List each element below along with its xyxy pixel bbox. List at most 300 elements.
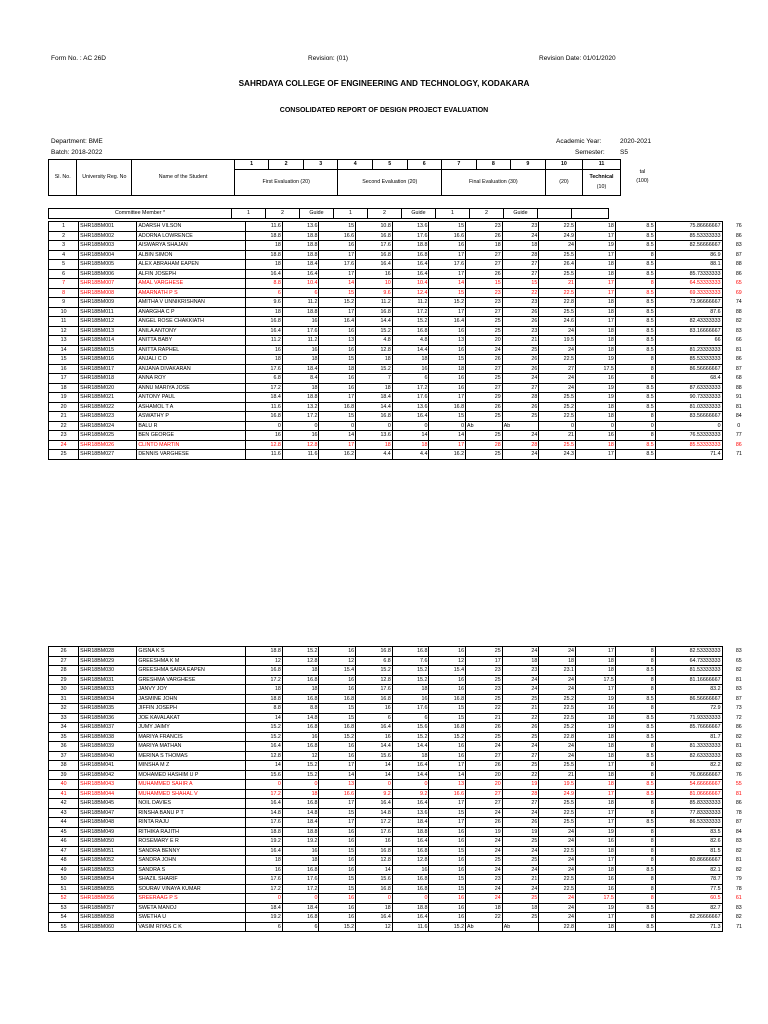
table-cell: NOIL DAVIES xyxy=(137,799,246,809)
table-cell: 22.5 xyxy=(539,808,576,818)
table-cell: 25 xyxy=(466,450,503,460)
table-cell: 12.8 xyxy=(246,751,283,761)
table-cell: 15.2 xyxy=(356,364,393,374)
table-cell: 8 xyxy=(615,355,655,365)
table-cell: 16.8 xyxy=(282,865,319,875)
table-cell: 24 xyxy=(539,345,576,355)
table-cell: 15 xyxy=(319,288,356,298)
table-cell: 15.2 xyxy=(282,770,319,780)
table-cell: 17 xyxy=(319,307,356,317)
table-cell: 25 xyxy=(466,412,503,422)
table-cell: 71.93333333 xyxy=(655,713,722,723)
table-cell: 0 xyxy=(282,421,319,431)
table-cell: 24 xyxy=(502,808,539,818)
table-row xyxy=(49,780,756,790)
rounded-total: 71 xyxy=(736,923,742,930)
table-cell: 16 xyxy=(429,241,466,251)
rounded-total: 0 xyxy=(737,422,741,429)
table-cell: SHR18BM022 xyxy=(79,402,137,412)
table-cell: 8.5 xyxy=(615,723,655,733)
rounded-total: 74 xyxy=(735,299,742,305)
table-cell: 18 xyxy=(575,345,615,355)
table-cell: SHR18BM015 xyxy=(79,345,137,355)
table-cell: 8.5 xyxy=(615,751,655,761)
table-cell: 16.4 xyxy=(356,723,393,733)
rounded-total: 84 xyxy=(735,413,742,419)
table-cell: 8 xyxy=(615,704,655,714)
table-cell: SHR18BM045 xyxy=(79,799,137,809)
table-cell: 16.8 xyxy=(282,675,319,685)
committee-sub-7: 1 xyxy=(436,209,470,219)
table-cell: SHR18BM048 xyxy=(79,818,137,828)
committee-empty-total xyxy=(609,209,646,219)
table-cell: 26 xyxy=(466,355,503,365)
table-row xyxy=(49,675,756,685)
table-cell: 22 xyxy=(502,288,539,298)
committee-sub-8: 2 xyxy=(470,209,504,219)
rounded-total: 81 xyxy=(735,790,742,797)
table-cell: 16.8 xyxy=(392,647,429,657)
table-cell: 24 xyxy=(466,837,503,847)
table-cell: 27 xyxy=(466,799,503,809)
table-row xyxy=(49,875,756,885)
table-cell: 18 xyxy=(356,383,393,393)
table-cell: 0 xyxy=(392,780,429,790)
table-cell: 14.4 xyxy=(392,742,429,752)
table-cell: 13.6 xyxy=(392,402,429,412)
committee-member-label: Committee Member * xyxy=(49,209,232,219)
table-cell: 24 xyxy=(502,374,539,384)
table-cell: 69.33333333 xyxy=(655,288,722,298)
table-cell: 18 xyxy=(575,260,615,270)
table-cell: 15 xyxy=(429,355,466,365)
table-cell: 17 xyxy=(575,279,615,289)
table-cell: 17 xyxy=(319,799,356,809)
table-cell: 14.8 xyxy=(356,808,393,818)
table-cell: 26 xyxy=(502,307,539,317)
table-cell: 25.5 xyxy=(539,393,576,403)
table-cell: 16 xyxy=(356,704,393,714)
table-cell: 18 xyxy=(575,222,615,232)
academic-year-label: Academic Year: xyxy=(556,138,602,145)
table-cell: 8.5 xyxy=(615,780,655,790)
table-cell: 24 xyxy=(466,884,503,894)
table-cell: 9.6 xyxy=(246,298,283,308)
table-cell: 15.6 xyxy=(356,875,393,885)
table-cell: 24 xyxy=(466,865,503,875)
table-row xyxy=(49,298,756,308)
table-cell: 17.6 xyxy=(356,827,393,837)
table-cell: 19.5 xyxy=(539,336,576,346)
table-cell: 8 xyxy=(615,374,655,384)
table-cell: 24 xyxy=(539,913,576,923)
table-cell: 16 xyxy=(246,865,283,875)
table-row xyxy=(49,894,756,904)
table-cell: 25 xyxy=(502,694,539,704)
table-cell: 23 xyxy=(49,431,79,441)
table-cell: JIFFIN JOSEPH xyxy=(137,704,246,714)
table-cell: 24 xyxy=(539,374,576,384)
table-cell: 16.8 xyxy=(429,402,466,412)
rounded-total: 78 xyxy=(735,809,742,816)
table-cell: SHR18BM027 xyxy=(79,450,137,460)
table-cell: 17 xyxy=(575,818,615,828)
table-cell: 18 xyxy=(502,903,539,913)
table-cell: 24 xyxy=(539,837,576,847)
table-cell: 17 xyxy=(319,393,356,403)
table-cell: 15 xyxy=(319,846,356,856)
table-cell: 22.5 xyxy=(539,222,576,232)
rounded-total: 81 xyxy=(735,857,742,863)
table-cell: 11.6 xyxy=(246,222,283,232)
revision: Revision: (01) xyxy=(308,55,349,62)
table-cell: 66 xyxy=(655,336,722,346)
table-row xyxy=(49,383,756,393)
table-cell: 82.43333333 xyxy=(655,317,722,327)
header-num-1: 1 xyxy=(234,160,269,170)
table-cell: 9.2 xyxy=(356,789,393,799)
table-cell: 16.8 xyxy=(356,250,393,260)
table-cell: 15.2 xyxy=(319,922,356,932)
table-cell: 4 xyxy=(49,250,79,260)
rounded-total: 86 xyxy=(735,270,742,277)
table-cell: 12 xyxy=(246,656,283,666)
rounded-total: 82 xyxy=(735,866,742,873)
table-cell: 28 xyxy=(502,250,539,260)
batch: Batch: 2018-2022 xyxy=(51,149,103,156)
table-cell: 8.5 xyxy=(615,298,655,308)
table-cell: SHR18BM007 xyxy=(79,279,137,289)
table-cell: 16.4 xyxy=(392,761,429,771)
table-cell: 8.5 xyxy=(615,732,655,742)
table-cell: 8.8 xyxy=(246,704,283,714)
table-cell: 87.6 xyxy=(655,307,722,317)
table-cell: 31 xyxy=(49,694,79,704)
table-cell: 64.53333333 xyxy=(655,279,722,289)
table-cell: 16.4 xyxy=(246,799,283,809)
table-cell: 16 xyxy=(319,685,356,695)
table-cell: 22 xyxy=(49,421,79,431)
rounded-total: 82 xyxy=(735,667,742,673)
header-num-6: 6 xyxy=(407,160,442,170)
table-cell: 15 xyxy=(319,704,356,714)
table-cell: 26 xyxy=(466,231,503,241)
table-cell: 14 xyxy=(429,770,466,780)
table-cell: 8.4 xyxy=(282,374,319,384)
table-cell: 7.6 xyxy=(392,656,429,666)
table-cell: 0 xyxy=(246,894,283,904)
table-cell: 8.5 xyxy=(615,336,655,346)
table-cell: Ab xyxy=(466,922,503,932)
table-cell: JANVY JOY xyxy=(137,685,246,695)
committee-sub-3: Guide xyxy=(300,209,334,219)
table-cell: 82.2 xyxy=(655,761,722,771)
table-cell: 12.8 xyxy=(356,856,393,866)
table-cell: 16 xyxy=(246,345,283,355)
table-cell: 15 xyxy=(502,279,539,289)
table-cell: 86.53333333 xyxy=(655,818,722,828)
table-cell: 14.4 xyxy=(356,742,393,752)
table-cell: 14 xyxy=(392,431,429,441)
table-cell: 11.2 xyxy=(356,298,393,308)
table-cell: 16 xyxy=(429,913,466,923)
table-cell: 17.2 xyxy=(246,789,283,799)
table-row xyxy=(49,326,756,336)
table-cell: 17.2 xyxy=(356,818,393,828)
table-cell: 1 xyxy=(49,222,79,232)
table-cell: DENNIS VARGHESE xyxy=(137,450,246,460)
table-cell: 71.4 xyxy=(655,450,722,460)
table-cell: ANJANA DIVAKARAN xyxy=(137,364,246,374)
table-cell: 18 xyxy=(246,241,283,251)
table-cell: 18.8 xyxy=(282,827,319,837)
table-cell: 18 xyxy=(575,799,615,809)
table-cell: 29 xyxy=(466,393,503,403)
table-cell: BEN GEORGE xyxy=(137,431,246,441)
table-row xyxy=(49,808,756,818)
table-cell: 16 xyxy=(429,903,466,913)
table-cell: 36 xyxy=(49,742,79,752)
table-cell: 16.6 xyxy=(319,789,356,799)
table-cell: 18 xyxy=(575,412,615,422)
table-cell: 82.1 xyxy=(655,865,722,875)
table-cell: 8 xyxy=(615,846,655,856)
table-cell: 0 xyxy=(282,780,319,790)
table-cell: SHR18BM038 xyxy=(79,732,137,742)
table-cell: 11.2 xyxy=(392,298,429,308)
table-cell: 14 xyxy=(429,431,466,441)
table-cell: 8.5 xyxy=(615,694,655,704)
rounded-total: 86 xyxy=(735,356,742,362)
table-cell: 54.66666667 xyxy=(655,780,722,790)
table-cell: 18.8 xyxy=(246,647,283,657)
table-cell: MERINA S THOMAS xyxy=(137,751,246,761)
table-cell: 25 xyxy=(502,761,539,771)
rounded-total: 81 xyxy=(735,403,742,410)
table-cell: 8 xyxy=(615,799,655,809)
table-cell: 25 xyxy=(466,374,503,384)
table-cell: 38 xyxy=(49,761,79,771)
table-cell: 15 xyxy=(429,713,466,723)
table-cell: 16.8 xyxy=(392,326,429,336)
table-cell: 26.4 xyxy=(539,260,576,270)
header-num-2: 2 xyxy=(269,160,304,170)
table-cell: 19 xyxy=(575,355,615,365)
table-cell: 25.2 xyxy=(539,402,576,412)
table-cell: 16 xyxy=(429,742,466,752)
table-cell: 24 xyxy=(539,827,576,837)
table-cell: 16.4 xyxy=(282,269,319,279)
table-cell: 27 xyxy=(466,751,503,761)
table-cell: 28 xyxy=(466,440,503,450)
table-cell: SHR18BM024 xyxy=(79,421,137,431)
header-student-name: Name of the Student xyxy=(132,160,235,196)
table-cell: 13.6 xyxy=(392,222,429,232)
table-cell: GRESHMA VARGHESE xyxy=(137,675,246,685)
header-technical xyxy=(583,169,621,195)
table-cell: SHR18BM055 xyxy=(79,884,137,894)
table-cell: 13 xyxy=(49,336,79,346)
table-cell: 27 xyxy=(466,383,503,393)
table-cell: 24.6 xyxy=(539,317,576,327)
table-cell: 26 xyxy=(502,364,539,374)
table-cell: 8 xyxy=(615,742,655,752)
table-cell: 8.5 xyxy=(615,345,655,355)
table-cell: ADORNA LOWRENCE xyxy=(137,231,246,241)
table-cell: ANARGHA C P xyxy=(137,307,246,317)
table-cell: 19 xyxy=(502,827,539,837)
table-cell: 16 xyxy=(319,345,356,355)
table-row xyxy=(49,799,756,809)
table-cell: SWETA MANOJ xyxy=(137,903,246,913)
table-cell: 8.5 xyxy=(615,450,655,460)
table-cell: 24 xyxy=(539,894,576,904)
table-cell: 27 xyxy=(502,383,539,393)
rounded-total: 55 xyxy=(735,781,742,787)
table-cell: GREESHMA K M xyxy=(137,656,246,666)
table-cell: 15 xyxy=(429,222,466,232)
table-cell: 18 xyxy=(575,846,615,856)
table-row xyxy=(49,269,756,279)
table-cell: 18.8 xyxy=(246,250,283,260)
table-cell: 48 xyxy=(49,856,79,866)
table-cell: 20 xyxy=(49,402,79,412)
table-cell: 27 xyxy=(466,789,503,799)
table-cell: 15.2 xyxy=(246,732,283,742)
table-row xyxy=(49,440,756,450)
table-cell: 8.5 xyxy=(615,440,655,450)
header-total xyxy=(620,160,664,196)
table-cell: 90.73333333 xyxy=(655,393,722,403)
table-cell: Ab xyxy=(466,421,503,431)
table-cell: 15.6 xyxy=(356,751,393,761)
table-cell: 8 xyxy=(615,875,655,885)
table-cell: 15.2 xyxy=(392,317,429,327)
rounded-total: 82 xyxy=(735,318,742,324)
table-row xyxy=(49,694,756,704)
table-cell: 18 xyxy=(282,383,319,393)
table-cell: 24 xyxy=(539,865,576,875)
rounded-total: 76 xyxy=(735,223,742,229)
rounded-total: 76 xyxy=(735,771,742,778)
table-cell: ANTONY PAUL xyxy=(137,393,246,403)
table-cell: 24 xyxy=(502,450,539,460)
table-cell: 18.8 xyxy=(392,241,429,251)
rounded-total: 86 xyxy=(735,441,742,448)
table-cell: SHR18BM005 xyxy=(79,260,137,270)
table-cell: 21 xyxy=(502,875,539,885)
table-cell: 12.8 xyxy=(282,440,319,450)
table-cell: 24 xyxy=(502,685,539,695)
header-num-9: 9 xyxy=(511,160,546,170)
table-cell: 23 xyxy=(466,685,503,695)
table-cell: AISWARYA SHAJAN xyxy=(137,241,246,251)
table-cell: 21 xyxy=(502,336,539,346)
table-cell: 18 xyxy=(282,685,319,695)
table-row xyxy=(49,884,756,894)
table-cell: 15 xyxy=(319,222,356,232)
rounded-total: 86 xyxy=(735,800,742,806)
table-cell: MOHAMED HASHIM U P xyxy=(137,770,246,780)
committee-empty-rounded xyxy=(646,209,689,219)
table-cell: 17.5 xyxy=(575,675,615,685)
table-cell: 25 xyxy=(502,345,539,355)
table-cell: 15.2 xyxy=(392,732,429,742)
table-cell: SHR18BM013 xyxy=(79,326,137,336)
table-cell: SHR18BM049 xyxy=(79,827,137,837)
table-cell: SHR18BM050 xyxy=(79,837,137,847)
table-cell: 18 xyxy=(319,364,356,374)
table-cell: 24 xyxy=(49,440,79,450)
committee-sub-2: 2 xyxy=(266,209,300,219)
table-cell: SANDRA BENNY xyxy=(137,846,246,856)
table-cell: 18.8 xyxy=(282,393,319,403)
table-cell: 6 xyxy=(246,288,283,298)
table-cell: 25 xyxy=(466,317,503,327)
table-cell: RITHIKA RAJITH xyxy=(137,827,246,837)
rounded-total: 77 xyxy=(735,432,742,438)
table-cell: 44 xyxy=(49,818,79,828)
table-cell: 6 xyxy=(49,269,79,279)
table-cell: 85.83333333 xyxy=(655,799,722,809)
table-row xyxy=(49,450,756,460)
table-cell: SHR18BM023 xyxy=(79,412,137,422)
table-cell: 17 xyxy=(575,685,615,695)
rounded-total: 79 xyxy=(735,876,742,882)
table-cell: ANJALI C D xyxy=(137,355,246,365)
table-cell: 18.8 xyxy=(392,903,429,913)
table-cell: 14.8 xyxy=(246,808,283,818)
table-cell: 81.5 xyxy=(655,846,722,856)
table-cell: 8.5 xyxy=(615,222,655,232)
table-cell: 25.5 xyxy=(539,761,576,771)
table-row xyxy=(49,713,756,723)
form-number: Form No. : AC 26D xyxy=(51,55,106,62)
table-cell: 8 xyxy=(615,279,655,289)
table-cell: 0 xyxy=(282,894,319,904)
table-cell: 8.5 xyxy=(615,307,655,317)
table-cell: 8.8 xyxy=(282,704,319,714)
table-cell: 14 xyxy=(319,431,356,441)
rounded-total: 83 xyxy=(735,904,742,911)
table-cell: 16 xyxy=(429,675,466,685)
table-cell: 17 xyxy=(319,761,356,771)
table-cell: SHR18BM011 xyxy=(79,307,137,317)
table-cell: 14 xyxy=(356,865,393,875)
header-num-11: 11 xyxy=(583,160,621,170)
table-cell: SHR18BM028 xyxy=(79,647,137,657)
table-cell: 17.2 xyxy=(246,675,283,685)
table-cell: 15.2 xyxy=(282,761,319,771)
table-row xyxy=(49,742,756,752)
table-cell: SHR18BM017 xyxy=(79,364,137,374)
table-cell: 8 xyxy=(615,656,655,666)
table-cell: 16.8 xyxy=(319,694,356,704)
table-cell: 2 xyxy=(49,231,79,241)
table-cell: 13 xyxy=(429,780,466,790)
table-cell: 6 xyxy=(392,374,429,384)
table-cell: 18 xyxy=(575,298,615,308)
table-cell: GREESHMA SAIRA EAPEN xyxy=(137,666,246,676)
rounded-total: 86 xyxy=(735,232,742,239)
table-cell: SHAZIL SHARIF xyxy=(137,875,246,885)
table-cell: 21 xyxy=(502,704,539,714)
table-cell: 24 xyxy=(502,742,539,752)
table-cell: 18 xyxy=(392,751,429,761)
table-cell: 16 xyxy=(575,837,615,847)
table-cell: 15 xyxy=(319,884,356,894)
table-cell: 19 xyxy=(575,241,615,251)
